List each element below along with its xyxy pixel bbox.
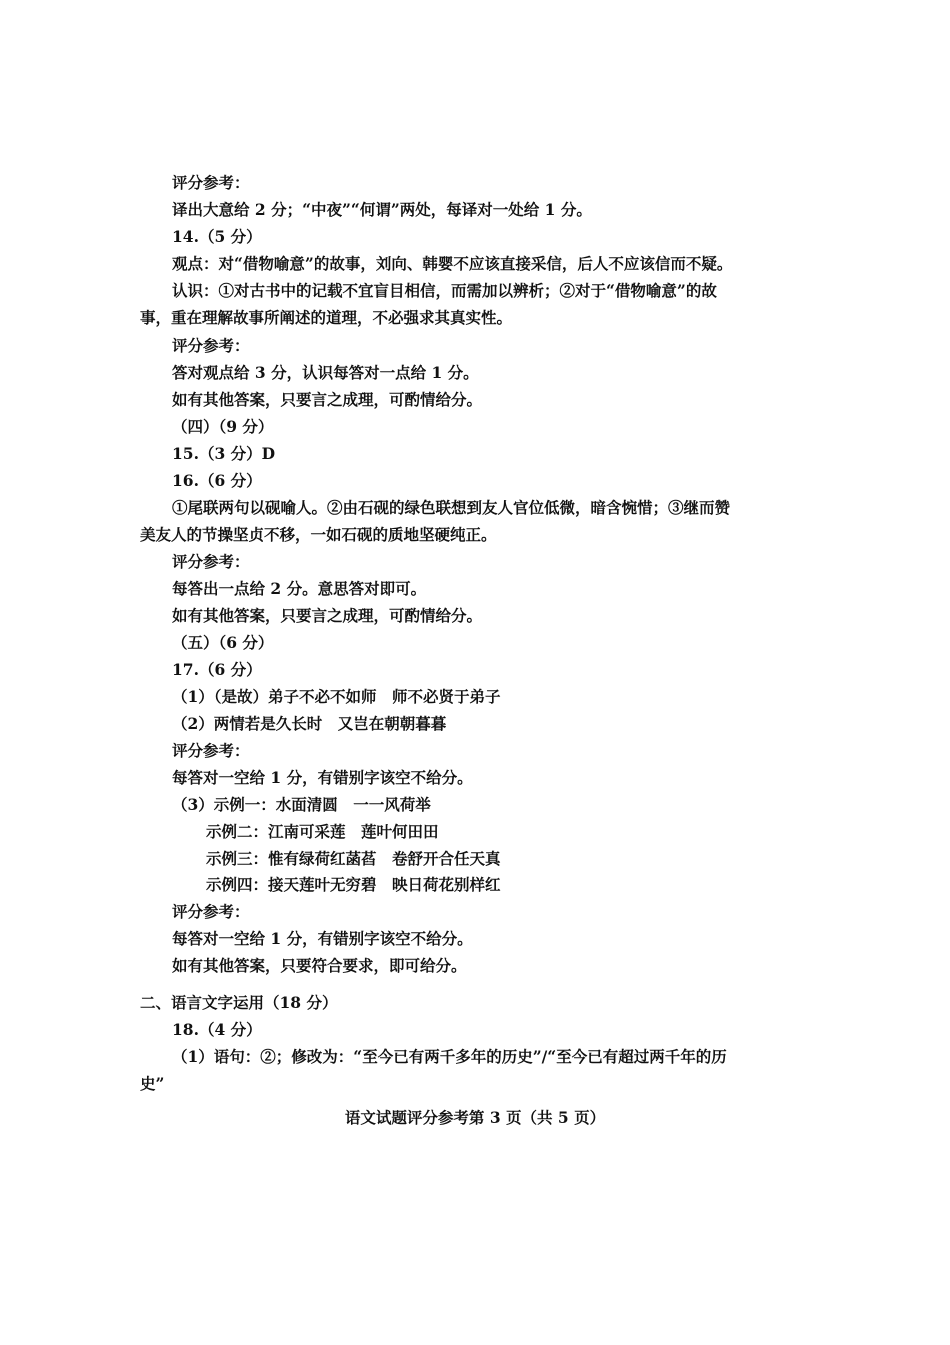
- text-line: （1）语句：②；修改为：“至今已有两千多年的历史”/“至今已有超过两千年的历: [172, 1047, 727, 1066]
- text-line: 每答出一点给 2 分。意思答对即可。: [172, 579, 427, 598]
- text-line: 译出大意给 2 分；“中夜”“何谓”两处，每译对一处给 1 分。: [172, 200, 592, 219]
- text-line: ①尾联两句以砚喻人。②由石砚的绿色联想到友人官位低微，暗含惋惜；③继而赞: [172, 498, 731, 517]
- text-line: （2）两情若是久长时 又岂在朝朝暮暮: [172, 714, 447, 733]
- text-line: 评分参考：: [172, 336, 250, 355]
- text-line: 评分参考：: [172, 552, 250, 571]
- text-line: 事，重在理解故事所阐述的道理，不必强求其真实性。: [140, 308, 513, 327]
- section-heading: （五）（6 分）: [172, 633, 274, 652]
- text-line: 示例二：江南可采莲 莲叶何田田: [206, 822, 439, 841]
- text-line: 如有其他答案，只要言之成理，可酌情给分。: [172, 390, 483, 409]
- text-line: 史”: [140, 1074, 165, 1093]
- text-line: 美友人的节操坚贞不移，一如石砚的质地坚硬纯正。: [140, 525, 497, 544]
- text-line: 观点：对“借物喻意”的故事，刘向、韩婴不应该直接采信，后人不应该信而不疑。: [172, 254, 733, 273]
- text-line: 14.（5 分）: [172, 227, 262, 246]
- text-line: 18.（4 分）: [172, 1020, 262, 1039]
- text-line: 认识：①对古书中的记载不宜盲目相信，而需加以辨析；②对于“借物喻意”的故: [172, 281, 717, 300]
- text-line: 每答对一空给 1 分，有错别字该空不给分。: [172, 929, 473, 948]
- text-line: 15.（3 分）D: [172, 444, 276, 463]
- text-line: 如有其他答案，只要言之成理，可酌情给分。: [172, 606, 483, 625]
- text-line: （1）（是故）弟子不必不如师 师不必贤于弟子: [172, 687, 501, 706]
- text-line: 16.（6 分）: [172, 471, 262, 490]
- text-line: 每答对一空给 1 分，有错别字该空不给分。: [172, 768, 473, 787]
- text-line: 评分参考：: [172, 902, 250, 921]
- text-line: 如有其他答案，只要符合要求，即可给分。: [172, 956, 467, 975]
- text-line: 示例四：接天莲叶无穷碧 映日荷花别样红: [206, 875, 501, 894]
- section-heading: 二、语言文字运用（18 分）: [140, 993, 338, 1012]
- text-line: 示例三：惟有绿荷红菡萏 卷舒开合任天真: [206, 849, 501, 868]
- text-line: 17.（6 分）: [172, 660, 262, 679]
- page-footer: 语文试题评分参考第 3 页（共 5 页）: [344, 1108, 606, 1127]
- text-line: 评分参考：: [172, 173, 250, 192]
- text-line: 评分参考：: [172, 741, 250, 760]
- section-heading: （四）（9 分）: [172, 417, 274, 436]
- text-line: （3）示例一：水面清圆 一一风荷举: [172, 795, 431, 814]
- text-line: 答对观点给 3 分，认识每答对一点给 1 分。: [172, 363, 479, 382]
